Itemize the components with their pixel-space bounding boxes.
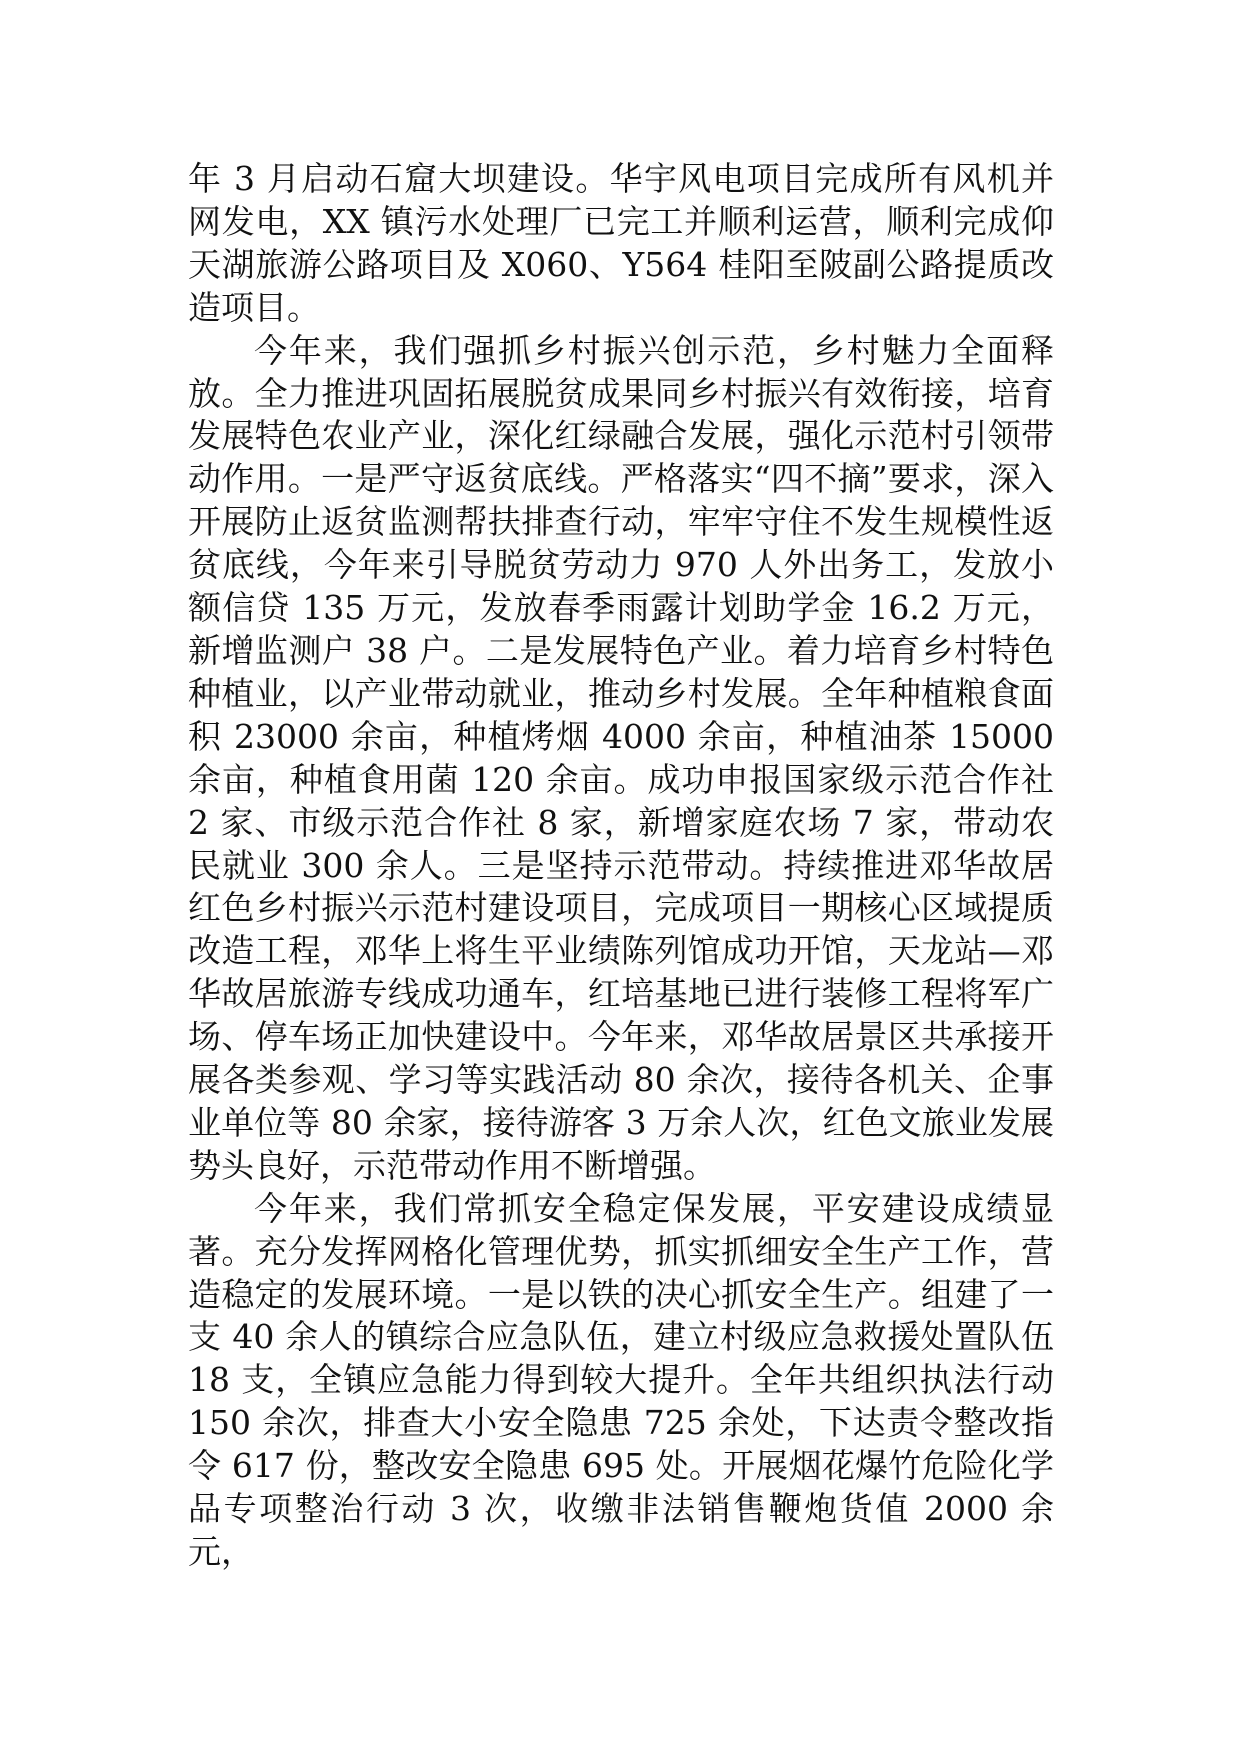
paragraph-safety-stability: 今年来，我们常抓安全稳定保发展，平安建设成绩显著。充分发挥网格化管理优势，抓实抓细安全生产工作，营造稳定的发展环境。一是以铁的决心抓安全生产。组建了一支 40 余人的镇综合应急队伍，建立村级应急救援处置队伍 18 支，全镇应急能力得到较大提升。全年共组织执法行动 150 余次，排查大小安全隐患 725 余处，下达责令整改指令 617 份，整改安全隐患 695 处。开展烟花爆竹危险化学品专项整治行动 3 次，收缴非法销售鞭炮货值 2000 余元， [188,1188,1054,1571]
paragraph-continuation: 年 3 月启动石窟大坝建设。华宇风电项目完成所有风机并网发电，XX 镇污水处理厂已完工并顺利运营，顺利完成仰天湖旅游公路项目及 X060、Y564 桂阳至陂副公路提质改造项目。 [188,159,1054,327]
document-body [188,158,1054,1574]
paragraph-rural-revitalization: 今年来，我们强抓乡村振兴创示范，乡村魅力全面释放。全力推进巩固拓展脱贫成果同乡村振兴有效衔接，培育发展特色农业产业，深化红绿融合发展，强化示范村引领带动作用。一是严守返贫底线。严格落实“四不摘”要求，深入开展防止返贫监测帮扶排查行动，牢牢守住不发生规模性返贫底线，今年来引导脱贫劳动力 970 人外出务工，发放小额信贷 135 万元，发放春季雨露计划助学金 16.2 万元，新增监测户 38 户。二是发展特色产业。着力培育乡村特色种植业，以产业带动就业，推动乡村发展。全年种植粮食面积 23000 余亩，种植烤烟 4000 余亩，种植油茶 15000 余亩，种植食用菌 120 余亩。成功申报国家级示范合作社 2 家、市级示范合作社 8 家，新增家庭农场 7 家，带动农民就业 300 余人。三是坚持示范带动。持续推进邓华故居红色乡村振兴示范村建设项目，完成项目一期核心区域提质改造工程，邓华上将生平业绩陈列馆成功开馆，天龙站—邓华故居旅游专线成功通车，红培基地已进行装修工程将军广场、停车场正加快建设中。今年来，邓华故居景区共承接开展各类参观、学习等实践活动 80 余次，接待各机关、企事业单位等 80 余家，接待游客 3 万余人次，红色文旅业发展势头良好，示范带动作用不断增强。 [188,330,1054,1185]
